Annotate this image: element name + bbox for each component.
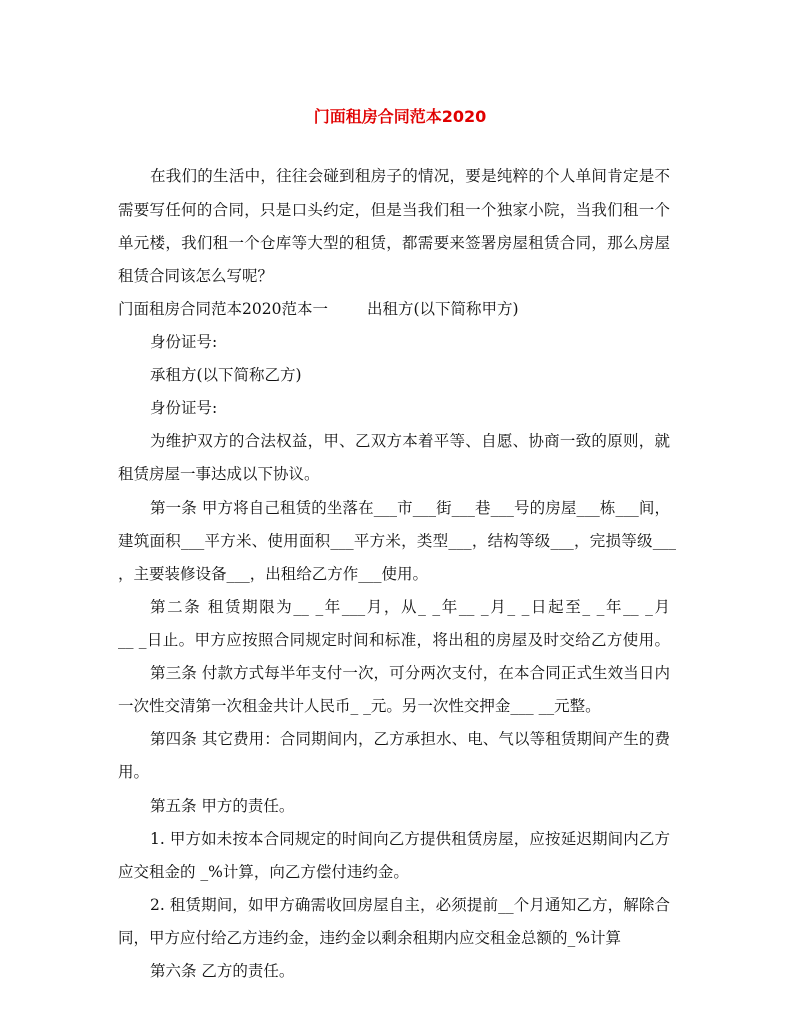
text-line [150,728,670,750]
text-line [150,596,670,618]
line-text: 2. 租赁期间，如甲方确需收回房屋自主，必须提前__个月通知乙方，解除合 [150,896,670,914]
line-text: 应交租金的 _%计算，向乙方偿付违约金。 [118,863,409,881]
line-text: 第二条 租赁期限为__ _年___月，从_ _年__ _月_ _日起至_ _年__ _月 [150,598,670,616]
text-line [150,828,670,850]
text-line [118,199,670,221]
line-text: 租赁房屋一事达成以下协议。 [118,465,320,483]
line-text: 一次性交清第一次租金共计人民币_ _元。另一次性交押金___ __元整。 [118,697,601,715]
line-text: 身份证号: [150,399,218,417]
text-line [118,695,601,717]
line-text: 第三条 付款方式每半年支付一次，可分两次支付，在本合同正式生效当日内 [150,664,670,682]
text-line [150,662,670,684]
text-line [118,232,670,254]
line-text: 需要写任何的合同，只是口头约定，但是当我们租一个独家小院，当我们租一个 [118,201,670,219]
text-line [367,298,519,320]
line-text: 第六条 乙方的责任。 [150,962,295,980]
line-text: 第一条 甲方将自己租赁的坐落在___市___街___巷___号的房屋___栋___间， [150,499,670,517]
line-text: 建筑面积___平方米、使用面积___平方米，类型___，结构等级___，完损等级___ [118,532,676,550]
text-line [118,761,149,783]
line-text: 用。 [118,763,150,781]
line-text: __ _日止。甲方应按照合同规定时间和标准，将出租的房屋及时交给乙方使用。 [118,631,670,649]
text-line [118,265,273,287]
text-line [150,795,294,817]
line-text: 身份证号: [150,333,218,351]
line-text: 单元楼，我们租一个仓库等大型的租赁，都需要来签署房屋租赁合同，那么房屋 [118,234,670,252]
line-text: 1. 甲方如未按本合同规定的时间向乙方提供租赁房屋，应按延迟期间内乙方 [150,830,670,848]
text-line [150,960,294,982]
text-line [150,397,217,419]
text-line [150,364,302,386]
line-text: 为维护双方的合法权益，甲、乙双方本着平等、自愿、协商一致的原则，就 [150,432,670,450]
text-line [150,165,670,187]
text-line [118,927,621,949]
line-text: 租赁合同该怎么写呢？ [118,267,274,285]
text-line [118,530,676,552]
text-line [118,463,320,485]
document-title: 门面租房合同范本2020 [313,107,487,126]
text-line [118,861,409,883]
text-line [150,331,217,353]
line-text: ，主要装修设备___，出租给乙方作___使用。 [118,565,429,583]
text-line [150,497,670,519]
text-line [118,563,428,585]
line-text: 承租方(以下简称乙方) [150,366,302,384]
line-text: 出租方(以下简称甲方) [367,300,519,318]
line-text: 在我们的生活中，往往会碰到租房子的情况，要是纯粹的个人单间肯定是不 [150,167,670,185]
text-line [118,629,670,651]
text-line [118,298,328,320]
line-text: 门面租房合同范本2020范本一 [118,300,328,318]
text-line [150,430,670,452]
line-text: 同，甲方应付给乙方违约金，违约金以剩余租期内应交租金总额的_%计算 [118,929,621,947]
line-text: 第五条 甲方的责任。 [150,797,295,815]
text-line [150,894,670,916]
line-text: 第四条 其它费用：合同期间内，乙方承担水、电、气以等租赁期间产生的费 [150,730,670,748]
